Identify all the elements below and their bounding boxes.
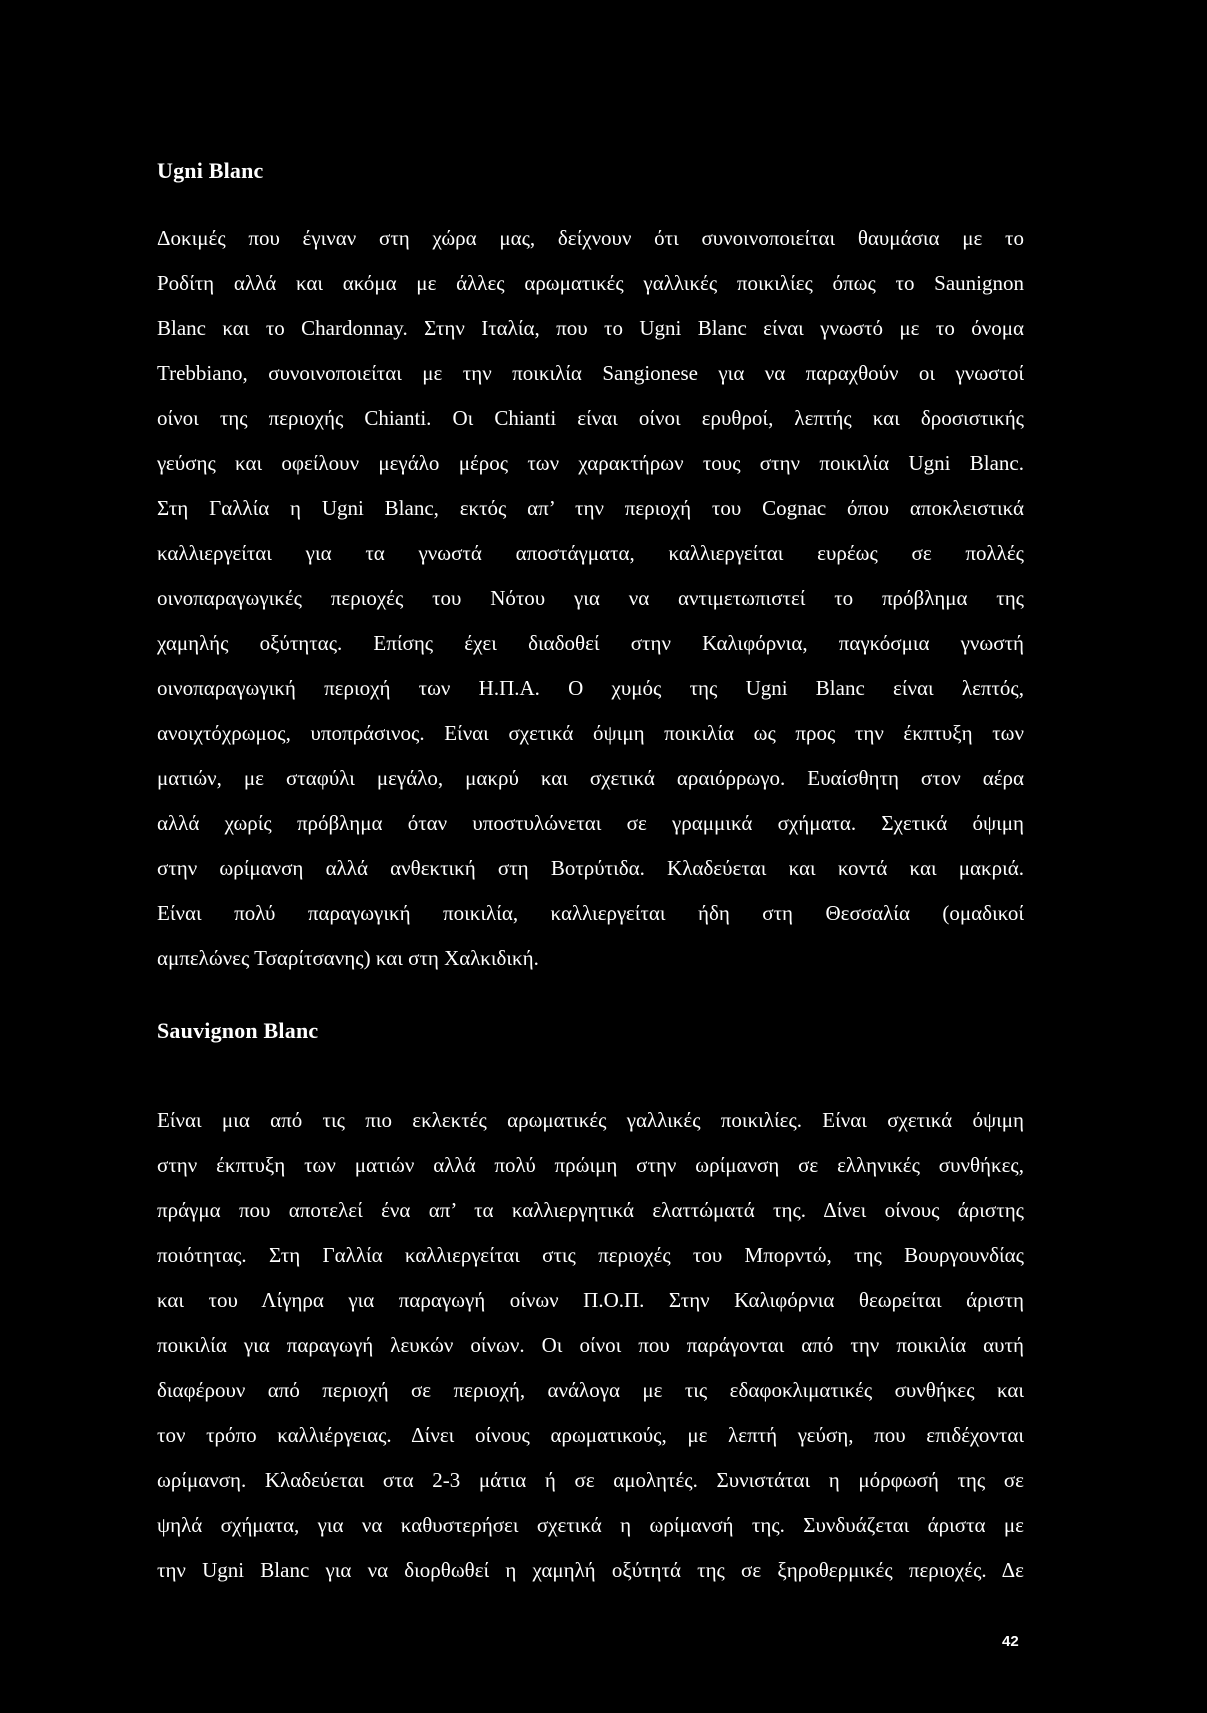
text-line: την Ugni Blanc για να διορθωθεί η χαμηλή οξύτητά της σε ξηροθερμικές περιοχές. Δε [157,1558,1024,1582]
text-line: Trebbiano, συνοινοποιείται με την ποικιλία Sangionese για να παραχθούν οι γνωστοί [157,361,1024,385]
text-line: ποιότητας. Στη Γαλλία καλλιεργείται στις περιοχές του Μπορντώ, της Βουργουνδίας [157,1243,1024,1267]
text-line: οινοπαραγωγικές περιοχές του Νότου για να αντιμετωπιστεί το πρόβλημα της [157,586,1024,610]
text-line: χαμηλής οξύτητας. Επίσης έχει διαδοθεί στην Καλιφόρνια, παγκόσμια γνωστή [157,631,1024,655]
text-line: ανοιχτόχρωμος, υποπράσινος. Είναι σχετικά όψιμη ποικιλία ως προς την έκπτυξη των [157,721,1024,745]
text-line: διαφέρουν από περιοχή σε περιοχή, ανάλογα με τις εδαφοκλιματικές συνθήκες και [157,1378,1024,1402]
paragraph-sauvignon-blanc [157,1098,1024,1593]
section-heading-sauvignon-blanc: Sauvignon Blanc [157,1018,319,1043]
paragraph-ugni-blanc [157,216,1024,981]
text-line: Ροδίτη αλλά και ακόμα με άλλες αρωματικές γαλλικές ποικιλίες όπως το Saunignon [157,271,1024,295]
text-line: τον τρόπο καλλιέργειας. Δίνει οίνους αρωματικούς, με λεπτή γεύση, που επιδέχονται [157,1423,1024,1447]
text-line: στην ωρίμανση αλλά ανθεκτική στη Βοτρύτιδα. Κλαδεύεται και κοντά και μακριά. [157,856,1024,880]
text-line: Είναι πολύ παραγωγική ποικιλία, καλλιεργείται ήδη στη Θεσσαλία (ομαδικοί [157,901,1024,925]
text-line: ματιών, με σταφύλι μεγάλο, μακρύ και σχετικά αραιόρρωγο. Ευαίσθητη στον αέρα [157,766,1024,790]
text-line: Δοκιμές που έγιναν στη χώρα μας, δείχνουν ότι συνοινοποιείται θαυμάσια με το [157,226,1024,250]
text-line: και του Λίγηρα για παραγωγή οίνων Π.Ο.Π. Στην Καλιφόρνια θεωρείται άριστη [157,1288,1024,1312]
page-number: 42 [1002,1633,1019,1650]
text-line: αλλά χωρίς πρόβλημα όταν υποστυλώνεται σε γραμμικά σχήματα. Σχετικά όψιμη [157,811,1024,835]
text-line: Είναι μια από τις πιο εκλεκτές αρωματικές γαλλικές ποικιλίες. Είναι σχετικά όψιμη [157,1108,1024,1132]
section-heading-ugni-blanc: Ugni Blanc [157,158,264,183]
text-line: στην έκπτυξη των ματιών αλλά πολύ πρώιμη στην ωρίμανση σε ελληνικές συνθήκες, [157,1153,1024,1177]
text-line: ποικιλία για παραγωγή λευκών οίνων. Οι οίνοι που παράγονται από την ποικιλία αυτή [157,1333,1024,1357]
text-line: οινοπαραγωγική περιοχή των Η.Π.Α. Ο χυμός της Ugni Blanc είναι λεπτός, [157,676,1024,700]
text-line: ψηλά σχήματα, για να καθυστερήσει σχετικά η ωρίμανσή της. Συνδυάζεται άριστα με [157,1513,1024,1537]
text-line: πράγμα που αποτελεί ένα απ’ τα καλλιεργητικά ελαττώματά της. Δίνει οίνους άριστης [157,1198,1024,1222]
text-line: αμπελώνες Τσαρίτσανης) και στη Χαλκιδική. [157,946,539,970]
text-line: Στη Γαλλία η Ugni Blanc, εκτός απ’ την περιοχή του Cognac όπου αποκλειστικά [157,496,1024,520]
text-line: ωρίμανση. Κλαδεύεται στα 2-3 μάτια ή σε αμολητές. Συνιστάται η μόρφωσή της σε [157,1468,1024,1492]
text-line: οίνοι της περιοχής Chianti. Οι Chianti είναι οίνοι ερυθροί, λεπτής και δροσιστικής [157,406,1024,430]
text-line: γεύσης και οφείλουν μεγάλο μέρος των χαρακτήρων τους στην ποικιλία Ugni Blanc. [157,451,1024,475]
text-line: Blanc και το Chardonnay. Στην Ιταλία, που το Ugni Blanc είναι γνωστό με το όνομα [157,316,1024,340]
text-line: καλλιεργείται για τα γνωστά αποστάγματα, καλλιεργείται ευρέως σε πολλές [157,541,1024,565]
